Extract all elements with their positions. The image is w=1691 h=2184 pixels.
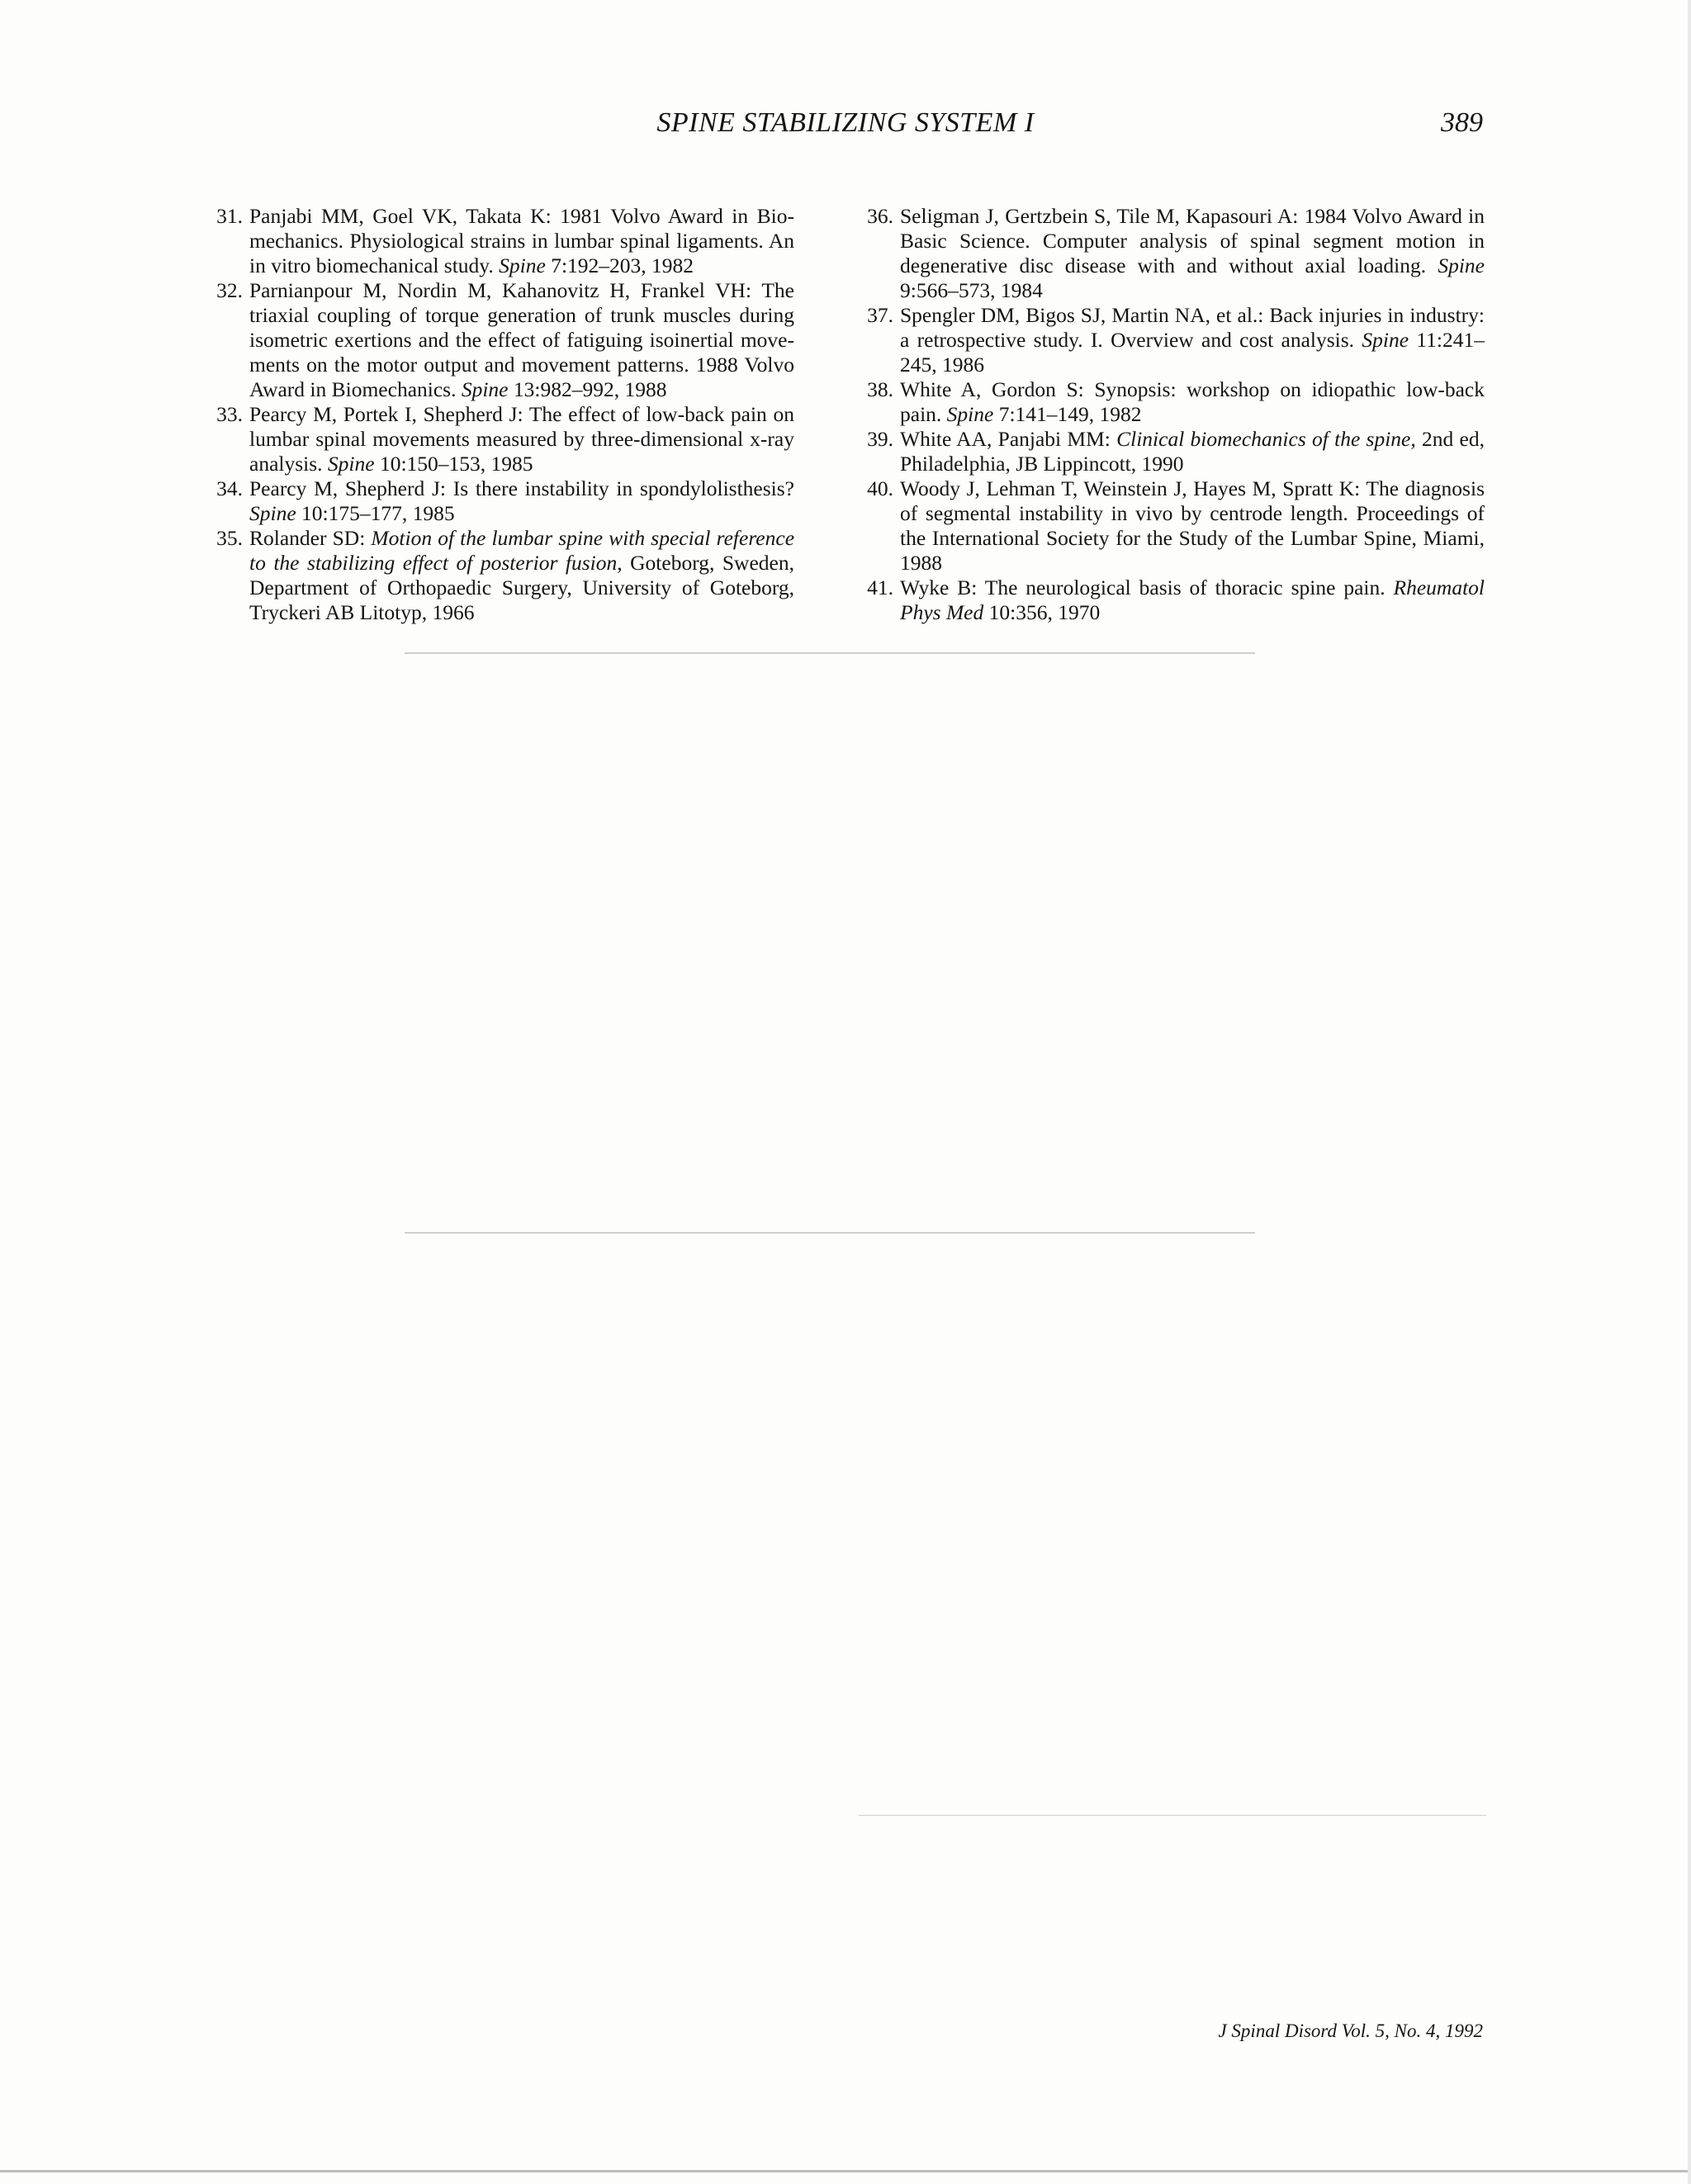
reference-entry: [857, 303, 1485, 377]
reference-list-left: [206, 204, 794, 625]
reference-italic-segment: Spine: [1438, 253, 1485, 277]
reference-entry: [857, 377, 1485, 427]
page-number: 389: [1441, 107, 1483, 138]
reference-segment: Parnianpour M, Nordin M, Kahanovitz H, Frankel VH: The triaxial coupling of torque generation of trunk muscles during isometric exertions and the effect of fatiguing isoinertial movements on the motor output and movement patterns. 1988 Volvo Award in Biomechanics.: [249, 278, 794, 401]
scan-right-edge: [1688, 0, 1691, 2184]
reference-entry: [206, 402, 794, 476]
reference-number: 37.: [867, 303, 893, 327]
reference-number: 34.: [216, 476, 243, 500]
reference-text: [900, 303, 1485, 377]
journal-citation: J Spinal Disord Vol. 5, No. 4, 1992: [1218, 2021, 1483, 2041]
reference-segment: Woody J, Lehman T, Weinstein J, Hayes M, Spratt K: The diagnosis of segmental instability in vivo by centrode length. Proceedings of the International Society for the Study of the Lumbar Spine, Miami, 1988: [900, 476, 1485, 575]
reference-number: 36.: [867, 204, 893, 228]
reference-number: 33.: [216, 402, 243, 426]
reference-number: 31.: [216, 204, 243, 228]
reference-text: [249, 278, 794, 401]
reference-list-right: [857, 204, 1485, 625]
reference-segment: Pearcy M, Shepherd J: Is there instability in spondylolisthesis?: [249, 476, 794, 500]
reference-italic-segment: Spine: [1362, 328, 1409, 352]
running-title: SPINE STABILIZING SYSTEM I: [656, 107, 1035, 138]
reference-text: [249, 204, 794, 277]
reference-segment: Pearcy M, Portek I, Shepherd J: The effect of low-back pain on lumbar spinal movements measured by three-dimensional x-ray analysis.: [249, 402, 794, 476]
reference-segment: White AA, Panjabi MM:: [900, 427, 1117, 451]
reference-segment: Panjabi MM, Goel VK, Takata K: 1981 Volvo Award in Biomechanics. Physiological strains in lumbar spinal ligaments. An in vitro biomechanical study.: [249, 204, 794, 277]
reference-text: [900, 476, 1485, 575]
reference-entry: [206, 526, 794, 625]
reference-text: [249, 476, 794, 525]
reference-text: [900, 576, 1485, 624]
reference-text: [900, 204, 1485, 302]
reference-entry: [206, 476, 794, 526]
reference-segment: 10:356, 1970: [983, 600, 1101, 624]
reference-entry: [206, 278, 794, 402]
reference-text: [249, 402, 794, 476]
reference-italic-segment: Motion of the lumbar spine with special reference to the stabilizing effect of posterior fusion,: [249, 526, 795, 575]
reference-entry: [857, 576, 1485, 625]
reference-italic-segment: Spine: [946, 402, 994, 426]
reference-segment: White A, Gordon S: Synopsis: workshop on idiopathic low-back pain.: [900, 377, 1485, 426]
reference-segment: 7:141–149, 1982: [993, 402, 1142, 426]
show-through-rule-bottom: [405, 1232, 1255, 1234]
reference-segment: 7:192–203, 1982: [545, 253, 694, 277]
reference-number: 40.: [867, 476, 893, 500]
reference-segment: Goteborg, Sweden, Department of Orthopaedic Surgery, University of Goteborg, Tryckeri AB Litotyp, 1966: [249, 551, 794, 624]
reference-segment: 10:150–153, 1985: [374, 452, 533, 476]
reference-segment: Wyke B: The neurological basis of thoracic spine pain.: [900, 576, 1394, 599]
reference-italic-segment: Clinical biomechanics of the spine,: [1116, 427, 1416, 451]
reference-italic-segment: Spine: [499, 253, 546, 277]
show-through-rule-footnote: [859, 1815, 1486, 1816]
reference-segment: Seligman J, Gertzbein S, Tile M, Kapasouri A: 1984 Volvo Award in Basic Science. Computer analysis of spinal segment motion in degenerative disc disease with and without axial loading.: [900, 204, 1485, 277]
show-through-rule-top: [405, 652, 1255, 654]
reference-italic-segment: Spine: [327, 452, 375, 476]
reference-italic-segment: Spine: [461, 377, 509, 401]
reference-number: 32.: [216, 278, 243, 302]
reference-segment: Spengler DM, Bigos SJ, Martin NA, et al.: Back injuries in industry: a retrospective study. I. Overview and cost analysis.: [900, 303, 1485, 352]
reference-text: [900, 377, 1485, 426]
scan-bottom-edge: [0, 2170, 1691, 2172]
reference-entry: [857, 427, 1485, 476]
reference-segment: 11:241–245, 1986: [900, 328, 1485, 377]
reference-entry: [206, 204, 794, 278]
reference-number: 41.: [867, 576, 893, 599]
reference-entry: [857, 204, 1485, 303]
reference-text: [900, 427, 1485, 476]
reference-segment: Rolander SD:: [249, 526, 372, 550]
reference-number: 39.: [867, 427, 893, 451]
reference-entry: [857, 476, 1485, 576]
reference-segment: 10:175–177, 1985: [296, 501, 455, 525]
reference-number: 38.: [867, 377, 893, 401]
reference-text: [249, 526, 794, 624]
reference-number: 35.: [216, 526, 243, 550]
reference-italic-segment: Spine: [249, 501, 296, 525]
reference-segment: 13:982–992, 1988: [508, 377, 667, 401]
reference-segment: 2nd ed, Philadelphia, JB Lippincott, 1990: [900, 427, 1485, 476]
reference-italic-segment: Rheumatol Phys Med: [900, 576, 1485, 624]
reference-segment: 9:566–573, 1984: [900, 278, 1043, 302]
